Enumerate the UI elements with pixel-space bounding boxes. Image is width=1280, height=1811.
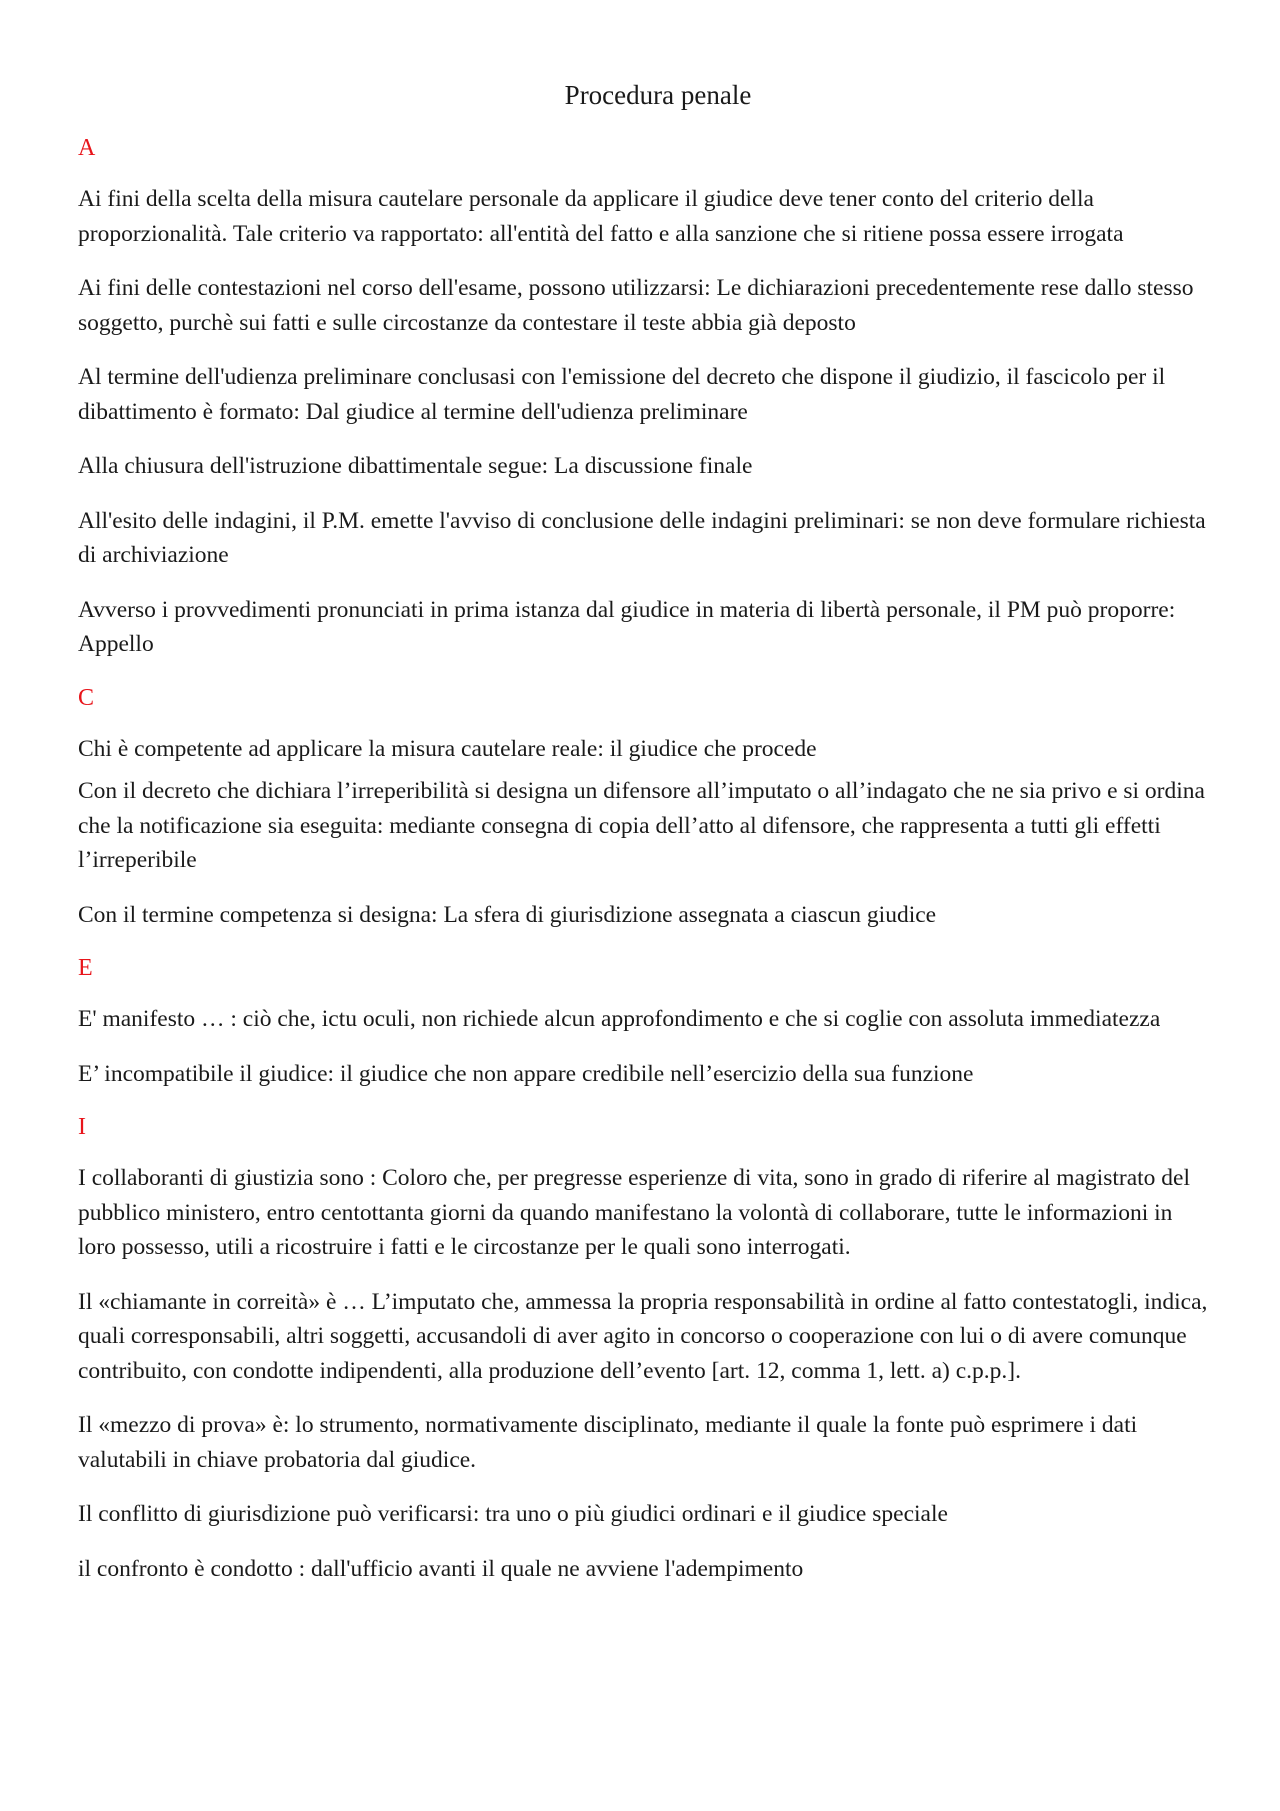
entry-c-1: Chi è competente ad applicare la misura cautelare reale: il giudice che procede bbox=[78, 735, 817, 762]
entry-i-5: il confronto è condotto : dall'ufficio avanti il quale ne avviene l'adempimento bbox=[78, 1555, 804, 1582]
entry-a-3: Al termine dell'udienza preliminare conclusasi con l'emissione del decreto che dispone il giudizio, il fascicolo per il dibattimento è formato: Dal giudice al termine dell'udienza preliminare bbox=[78, 364, 1166, 425]
entry-c-2: Con il decreto che dichiara l’irreperibilità si designa un difensore all’imputato o all’indagato che ne sia privo e si ordina che la notificazione sia eseguita: mediante consegna di copia dell’atto al difensore, che rappresenta a tutti gli effetti l’irreperibile bbox=[78, 778, 1205, 873]
entry-i-4: Il conflitto di giurisdizione può verificarsi: tra uno o più giudici ordinari e il giudice speciale bbox=[78, 1501, 948, 1527]
page-title: Procedura penale bbox=[564, 80, 752, 110]
entry-a-6: Avverso i provvedimenti pronunciati in prima istanza dal giudice in materia di libertà personale, il PM può proporre: Appello bbox=[78, 596, 1176, 657]
entry-i-3: Il «mezzo di prova» è: lo strumento, normativamente disciplinato, mediante il quale la fonte può esprimere i dati valutabili in chiave probatoria dal giudice. bbox=[78, 1412, 1138, 1473]
section-letter-e: E bbox=[78, 955, 93, 981]
entry-e-1: E' manifesto … : ciò che, ictu oculi, non richiede alcun approfondimento e che si coglie con assoluta immediatezza bbox=[78, 1006, 1161, 1032]
entry-e-2: E’ incompatibile il giudice: il giudice che non appare credibile nell’esercizio della sua funzione bbox=[78, 1060, 974, 1087]
entry-a-1: Ai fini della scelta della misura cautelare personale da applicare il giudice deve tener conto del criterio della proporzionalità. Tale criterio va rapportato: all'entità del fatto e alla sanzione che si ritiene possa essere irrogata bbox=[78, 186, 1124, 247]
entry-c-3: Con il termine competenza si designa: La sfera di giurisdizione assegnata a ciascun giudice bbox=[78, 901, 937, 928]
entry-i-1: I collaboranti di giustizia sono : Coloro che, per pregresse esperienze di vita, sono in grado di riferire al magistrato del pubblico ministero, entro centottanta giorni da quando manifestano la volontà di collaborare, tutte le informazioni in loro possesso, utili a ricostruire i fatti e le circostanze per le quali sono interrogati. bbox=[78, 1165, 1190, 1260]
entry-a-2: Ai fini delle contestazioni nel corso dell'esame, possono utilizzarsi: Le dichiarazioni precedentemente rese dallo stesso soggetto, purchè sui fatti e sulle circostanze da contestare il teste abbia già deposto bbox=[78, 275, 1194, 336]
document-page bbox=[78, 78, 1208, 1606]
entry-a-4: Alla chiusura dell'istruzione dibattimentale segue: La discussione finale bbox=[78, 453, 753, 479]
section-letter-i: I bbox=[78, 1114, 86, 1140]
entry-a-5: All'esito delle indagini, il P.M. emette l'avviso di conclusione delle indagini preliminari: se non deve formulare richiesta di archiviazione bbox=[78, 507, 1206, 568]
section-letter-c: C bbox=[78, 684, 95, 711]
entry-i-2: Il «chiamante in correità» è … L’imputato che, ammessa la propria responsabilità in ordine al fatto contestatogli, indica, quali corresponsabili, altri soggetti, accusandoli di aver agito in concorso o cooperazione con lui o di avere comunque contribuito, con condotte indipendenti, alla produzione dell’evento [art. 12, comma 1, lett. a) c.p.p.]. bbox=[78, 1288, 1208, 1384]
section-letter-a: A bbox=[78, 135, 96, 161]
